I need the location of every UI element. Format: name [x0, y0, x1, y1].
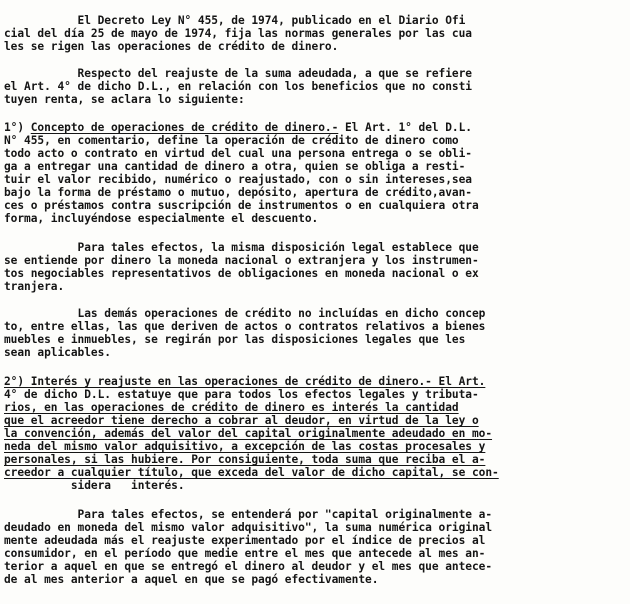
text-line: to, entre ellas, las que deriven de actos o contratos relativos a bienes: [4, 320, 486, 333]
text-line: que el acreedor tiene derecho a cobrar al deudor, en virtud de la ley o: [4, 414, 479, 427]
text-line: forma, incluyéndose especialmente el descuento.: [4, 212, 319, 225]
text-line: 2°) Interés y reajuste en las operaciones de crédito de dinero.- El Art.: [4, 375, 486, 388]
text-line: rios, en las operaciones de crédito de dinero es interés la cantidad: [4, 401, 459, 414]
text-line: Para tales efectos, la misma disposición legal establece que: [4, 241, 479, 254]
text-line: Respecto del reajuste de la suma adeudada, a que se refiere: [4, 67, 472, 80]
section-heading: Concepto de operaciones de crédito de dinero.-: [30, 121, 339, 134]
text-line: les se rigen las operaciones de crédito de dinero.: [4, 40, 339, 53]
text-line: deudado en moneda del mismo valor adquisitivo", la suma numérica original: [4, 521, 493, 534]
text-line: tos negociables representativos de obligaciones en moneda nacional o ex: [4, 267, 479, 280]
text-line: mente adeudada más el reajuste experimentado por el índice de precios al: [4, 534, 486, 547]
text-line: consumidor, en el período que medie entre el mes que antecede al mes an-: [4, 547, 486, 560]
text-line: personales, si las hubiere. Por consiguiente, toda suma que reciba el a-: [4, 453, 486, 466]
text-line: el Art. 4° de dicho D.L., en relación con los beneficios que no consti: [4, 80, 472, 93]
text-line: N° 455, en comentario, define la operación de crédito de dinero como: [4, 134, 459, 147]
text-line: Para tales efectos, se entenderá por "capital originalmente a-: [4, 508, 493, 521]
text-line: tuir el valor recibido, numérico o reajustado, con o sin intereses,sea: [4, 173, 472, 186]
text-line: la convención, además del valor del capital originalmente adeudado en mo-: [4, 427, 493, 440]
text-line: sidera interés.: [4, 479, 185, 492]
text-line: neda del mismo valor adquisitivo, a excepción de las costas procesales y: [4, 440, 486, 453]
text-line: muebles e inmuebles, se regirán por las disposiciones legales que les: [4, 333, 466, 346]
text-line: creedor a cualquier título, que exceda del valor de dicho capital, se con-: [4, 466, 499, 479]
text-line: bajo la forma de préstamo o mutuo, depósito, apertura de crédito,avan-: [4, 186, 472, 199]
text-line: tuyen renta, se aclara lo siguiente:: [4, 93, 245, 106]
text-line: terior a aquel en que se entregó el dinero al deudor y el mes que antece-: [4, 560, 493, 573]
text-line: sean aplicables.: [4, 346, 111, 359]
text-line: ga a entregar una cantidad de dinero a otra, quien se obliga a resti-: [4, 160, 466, 173]
text-line: El Decreto Ley N° 455, de 1974, publicado en el Diario Ofi: [4, 14, 466, 27]
text-line: 4° de dicho D.L. estatuye que para todos los efectos legales y tributa-: [4, 388, 479, 401]
text-line: tranjera.: [4, 280, 65, 293]
text-line: se entiende por dinero la moneda nacional o extranjera y los instrumen-: [4, 254, 479, 267]
text-line: 1°) Concepto de operaciones de crédito de dinero.- El Art. 1° del D.L.: [4, 121, 472, 134]
text-line: de al mes anterior a aquel en que se pagó efectivamente.: [4, 573, 379, 586]
text-line: cial del día 25 de mayo de 1974, fija las normas generales por las cua: [4, 27, 472, 40]
text-line: todo acto o contrato en virtud del cual una persona entrega o se obli-: [4, 147, 472, 160]
text-line: ces o préstamos contra suscripción de instrumentos o en cualquiera otra: [4, 199, 479, 212]
text-line: Las demás operaciones de crédito no incluídas en dicho concep: [4, 307, 486, 320]
